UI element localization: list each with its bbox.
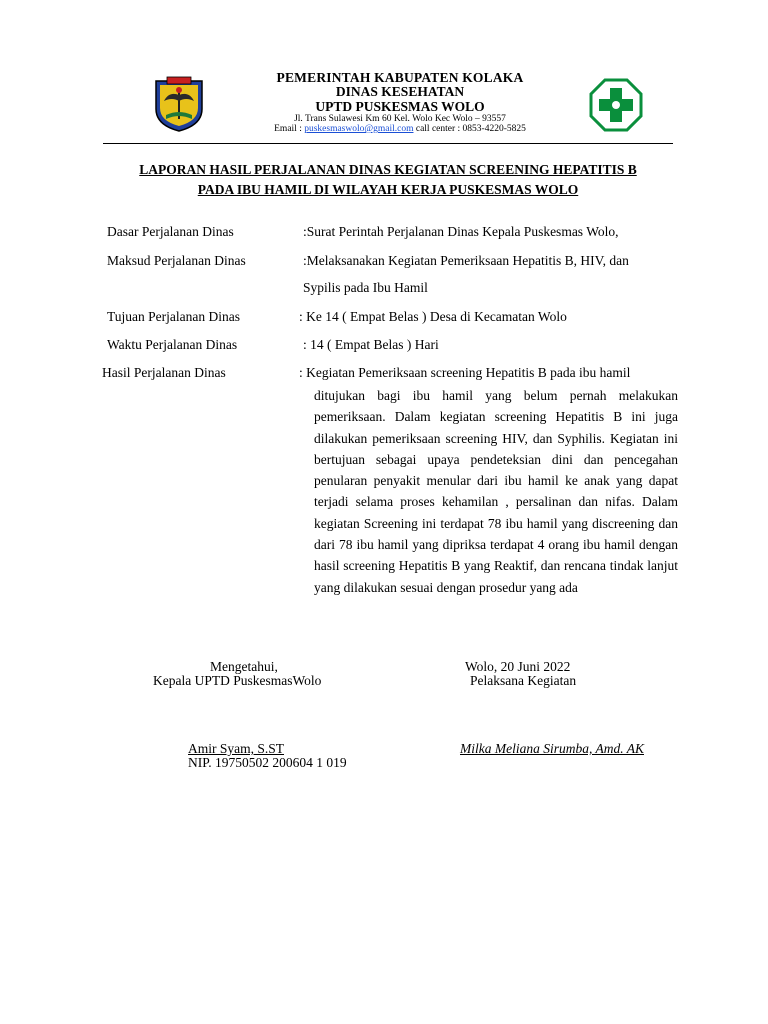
hasil-value-paragraph: ditujukan bagi ibu hamil yang belum pernah melakukan pemeriksaan. Dalam kegiatan screening Hepatitis B ini juga dilakukan pemeriksaan screening HIV, dan Syphilis. Kegiatan ini bertujuan sebagai upaya pendeteksian dini dan pencegahan penularan penyakit menular dari ibu hamil ke anak yang dapat terjadi selama proses kehamilan , persalinan dan nifas. Dalam kegiatan Screening ini terdapat 78 ibu hamil yang discreening dan dari 78 ibu hamil yang dipriksa terdapat 4 orang ibu hamil dengan hasil screening Hepatitis B yang Reaktif, dan rencana tindak lanjut yang dilakukan sesuai dengan prosedur yang ada: [314, 388, 678, 595]
kolaka-emblem-logo: [152, 75, 206, 133]
email-label: Email :: [274, 124, 305, 134]
unit-name: UPTD PUSKESMAS WOLO: [315, 99, 485, 114]
puskesmas-cross-logo: [589, 78, 643, 132]
address: Jl. Trans Sulawesi Km 60 Kel. Wolo Kec Wolo – 93557: [294, 114, 506, 124]
waktu-label: Waktu Perjalanan Dinas: [107, 337, 238, 352]
place-date: Wolo, 20 Juni 2022: [465, 659, 571, 674]
maksud-value-cont: Sypilis pada Ibu Hamil: [303, 280, 428, 295]
call-center: call center : 0853-4220-5825: [413, 124, 526, 134]
dasar-value: :Surat Perintah Perjalanan Dinas Kepala Puskesmas Wolo,: [303, 224, 619, 239]
department-name: DINAS KESEHATAN: [335, 84, 465, 99]
header-divider: [103, 143, 673, 144]
executor-title: Pelaksana Kegiatan: [470, 673, 577, 688]
dasar-label: Dasar Perjalanan Dinas: [107, 224, 234, 239]
report-title-line1: LAPORAN HASIL PERJALANAN DINAS KEGIATAN SCREENING HEPATITIS B: [139, 162, 637, 177]
email-link[interactable]: puskesmaswolo@gmail.com: [304, 124, 414, 134]
report-title-line2: PADA IBU HAMIL DI WILAYAH KERJA PUSKESMAS WOLO: [197, 182, 579, 197]
tujuan-label: Tujuan Perjalanan Dinas: [107, 309, 240, 324]
head-name: Amir Syam, S.ST: [188, 741, 285, 756]
maksud-label: Maksud Perjalanan Dinas: [107, 253, 246, 268]
head-title: Kepala UPTD PuskesmasWolo: [153, 673, 322, 688]
maksud-value: :Melaksanakan Kegiatan Pemeriksaan Hepatitis B, HIV, dan: [303, 253, 629, 268]
acknowledged-label: Mengetahui,: [210, 659, 278, 674]
hasil-label: Hasil Perjalanan Dinas: [102, 365, 226, 380]
waktu-value: : 14 ( Empat Belas ) Hari: [303, 337, 439, 352]
letterhead: [210, 0, 590, 140]
government-name: PEMERINTAH KABUPATEN KOLAKA: [276, 70, 524, 85]
tujuan-value: : Ke 14 ( Empat Belas ) Desa di Kecamatan Wolo: [299, 309, 567, 324]
hasil-value-first: : Kegiatan Pemeriksaan screening Hepatitis B pada ibu hamil: [299, 365, 631, 380]
head-nip: NIP. 19750502 200604 1 019: [188, 755, 347, 770]
executor-name: Milka Meliana Sirumba, Amd. AK: [460, 741, 644, 756]
contact-line: [210, 124, 590, 134]
